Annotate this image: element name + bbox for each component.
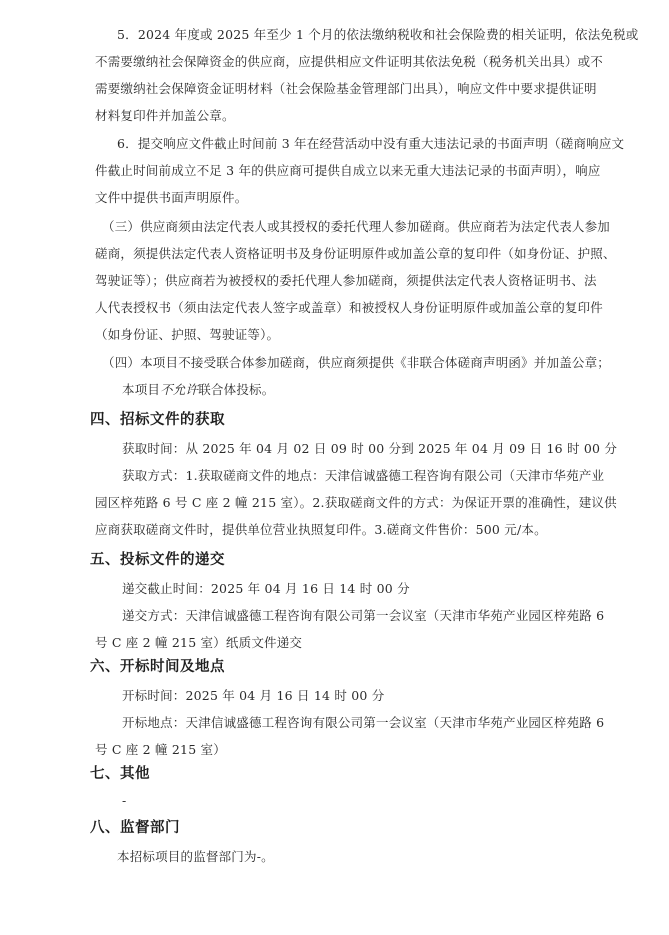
section8-heading: 八、监督部门 xyxy=(90,820,180,836)
item5-line-2: 不需要缴纳社会保障资金的供应商，应提供相应文件证明其依法免税（税务机关出具）或不 xyxy=(95,54,604,69)
clause4-italic: 不允许 xyxy=(160,382,199,397)
clause3-line-1: （三）供应商须由法定代表人或其授权的委托代理人参加磋商。供应商若为法定代表人参加 xyxy=(102,219,611,234)
clause4-line-1: （四）本项目不接受联合体参加磋商，供应商须提供《非联合体磋商声明函》并加盖公章； xyxy=(102,355,611,370)
section8-content: 本招标项目的监督部门为-。 xyxy=(117,849,274,864)
item6-line-2: 件截止时间前成立不足 3 年的供应商可提供自成立以来无重大违法记录的书面声明），响应 xyxy=(95,163,601,178)
section5-method-line-1: 递交方式：天津信诚盛德工程咨询有限公司第一会议室（天津市华苑产业园区梓苑路 6 xyxy=(122,608,605,623)
clause3-line-5: （如身份证、护照、驾驶证等）。 xyxy=(95,327,280,342)
section5-deadline: 递交截止时间：2025 年 04 月 16 日 14 时 00 分 xyxy=(122,581,410,596)
item6-line-3: 文件中提供书面声明原件。 xyxy=(95,190,248,205)
section4-method-line-3: 应商获取磋商文件时，提供单位营业执照复印件。3.磋商文件售价：500 元/本。 xyxy=(95,522,547,537)
clause3-line-2: 磋商，须提供法定代表人资格证明书及身份证明原件或加盖公章的复印件（如身份证、护照、 xyxy=(95,246,616,261)
section5-method-line-2: 号 C 座 2 幢 215 室）纸质文件递交 xyxy=(95,635,303,650)
section4-heading: 四、招标文件的获取 xyxy=(90,412,225,428)
section6-place-line-1: 开标地点：天津信诚盛德工程咨询有限公司第一会议室（天津市华苑产业园区梓苑路 6 xyxy=(122,715,605,730)
section4-method-line-2: 园区梓苑路 6 号 C 座 2 幢 215 室）。2.获取磋商文件的方式：为保证开票的准确性，建议供 xyxy=(95,495,617,510)
clause3-line-3: 驾驶证等）；供应商若为被授权的委托代理人参加磋商，须提供法定代表人资格证明书、法 xyxy=(95,273,597,288)
section6-time: 开标时间：2025 年 04 月 16 日 14 时 00 分 xyxy=(122,688,385,703)
item5-line-4: 材料复印件并加盖公章。 xyxy=(95,108,235,123)
item5-line-1: 5．2024 年度或 2025 年至少 1 个月的依法缴纳税收和社会保险费的相关证明，依法免税或 xyxy=(117,27,639,42)
clause3-line-4: 人代表授权书（须由法定代表人签字或盖章）和被授权人身份证明原件或加盖公章的复印件 xyxy=(95,300,604,315)
clause4-line-2 xyxy=(122,381,274,399)
section4-time: 获取时间：从 2025 年 04 月 02 日 09 时 00 分到 2025 年 04 月 09 日 16 时 00 分 xyxy=(122,441,618,456)
section7-heading: 七、其他 xyxy=(90,766,150,782)
section6-place-line-2: 号 C 座 2 幢 215 室） xyxy=(95,742,226,757)
section5-heading: 五、投标文件的递交 xyxy=(90,552,225,568)
section7-content: - xyxy=(122,793,127,808)
item6-line-1: 6．提交响应文件截止时间前 3 年在经营活动中没有重大违法记录的书面声明（磋商响应文 xyxy=(117,136,625,151)
clause4-prefix: 本项目 xyxy=(122,382,161,397)
clause4-suffix: 联合体投标。 xyxy=(198,382,275,397)
section6-heading: 六、开标时间及地点 xyxy=(90,659,225,675)
section4-method-line-1: 获取方式：1.获取磋商文件的地点：天津信诚盛德工程咨询有限公司（天津市华苑产业 xyxy=(122,468,605,483)
item5-line-3: 需要缴纳社会保障资金证明材料（社会保险基金管理部门出具），响应文件中要求提供证明 xyxy=(95,81,597,96)
